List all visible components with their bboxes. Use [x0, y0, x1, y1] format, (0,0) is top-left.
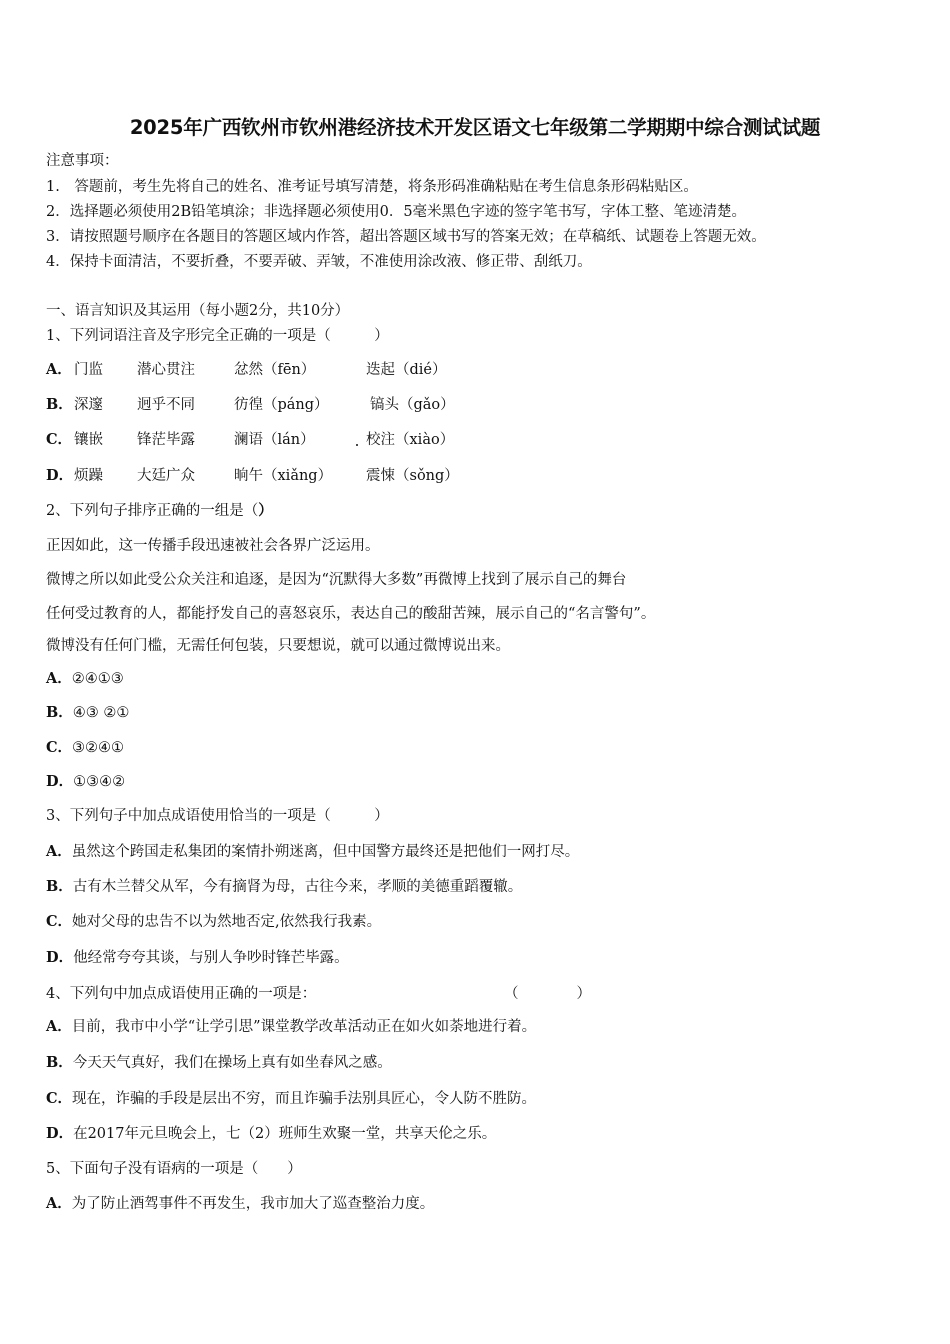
question-1-stem: 1、下列词语注音及字形完全正确的一项是（ ） — [46, 328, 389, 344]
option-label: A． — [46, 1018, 72, 1035]
question-4-stem — [46, 984, 646, 1004]
option-text: 现在，诈骗的手段是层出不穷，而且诈骗手法别具匠心，令人防不胜防。 — [72, 1091, 537, 1107]
q1-option-a — [46, 360, 646, 380]
q4-option-d — [46, 1124, 496, 1144]
notice-item: 1. 答题前，考生先将自己的姓名、准考证号填写清楚，将条形码准确粘贴在考生信息条形码粘贴区。 — [46, 179, 698, 195]
option-text: ①③④② — [73, 774, 126, 790]
q5-option-a — [46, 1194, 434, 1214]
option-text: ④③ ②① — [72, 705, 130, 721]
option-label: A． — [46, 361, 72, 378]
q3-option-b — [46, 877, 522, 897]
option-text: 她对父母的忠告不以为然地否定,依然我行我素。 — [72, 914, 382, 930]
q1-option-b — [46, 395, 646, 415]
option-word: 迭起（dié） — [366, 362, 447, 378]
option-label: B． — [46, 396, 73, 413]
question-2-stem-text: 2、下列句子排序正确的一组是（ — [46, 503, 259, 519]
question-5-stem: 5、下面句子没有语病的一项是（ ） — [46, 1161, 302, 1177]
q2-sentence: 任何受过教育的人，都能抒发自己的喜怒哀乐，表达自己的酸甜苦辣，展示自己的“名言警句”。 — [46, 606, 656, 622]
option-label: C． — [46, 913, 73, 930]
option-text: 今天天气真好，我们在操场上真有如坐春风之感。 — [72, 1055, 392, 1071]
q4-option-b — [46, 1053, 392, 1073]
option-word: 大廷广众 — [137, 468, 195, 484]
option-word: 震悚（sǒng） — [366, 468, 459, 484]
option-word: 深邃 — [74, 397, 103, 413]
q1-option-d — [46, 466, 646, 486]
option-text: 他经常夸夸其谈，与别人争吵时锋芒毕露。 — [73, 950, 349, 966]
q2-option-d — [46, 772, 125, 792]
q2-sentence: 正因如此，这一传播手段迅速被社会各界广泛运用。 — [46, 538, 380, 554]
option-label: B． — [46, 704, 73, 721]
option-label: B． — [46, 1054, 73, 1071]
option-label: C． — [46, 431, 73, 448]
option-word: 烦躁 — [74, 468, 103, 484]
option-word: 晌午（xiǎng） — [234, 468, 333, 484]
page-title: 2025年广西钦州市钦州港经济技术开发区语文七年级第二学期期中综合测试试题 — [129, 116, 821, 139]
q4-option-a — [46, 1017, 536, 1037]
q3-option-a — [46, 842, 579, 862]
emphasis-dot — [356, 444, 358, 446]
option-text: ③②④① — [72, 740, 125, 756]
option-word: 忿然（fēn） — [234, 362, 316, 378]
q4-option-c — [46, 1089, 536, 1109]
question-2-stem — [46, 501, 273, 521]
option-word: 澜语（lán） — [234, 432, 315, 448]
option-word: 迥乎不同 — [137, 397, 195, 413]
option-label: D． — [46, 467, 74, 484]
option-label: D． — [46, 773, 74, 790]
option-label: B． — [46, 878, 73, 895]
option-text: 古有木兰替父从军，今有摘肾为母，古往今来，孝顺的美德重蹈覆辙。 — [72, 879, 523, 895]
option-label: A． — [46, 843, 72, 860]
option-label: A． — [46, 670, 72, 687]
q1-option-c — [46, 430, 646, 450]
option-word: 门监 — [74, 362, 103, 378]
q2-option-c — [46, 738, 124, 758]
section-heading: 一、语言知识及其运用（每小题2分，共10分） — [46, 303, 350, 319]
option-word: 镐头（gǎo） — [370, 397, 455, 413]
option-text: 为了防止酒驾事件不再发生，我市加大了巡查整治力度。 — [71, 1196, 435, 1212]
q2-sentence: 微博之所以如此受公众关注和追逐，是因为“沉默得大多数”再微博上找到了展示自己的舞台 — [46, 572, 627, 588]
option-label: C． — [46, 739, 73, 756]
option-label: A． — [46, 1195, 72, 1212]
question-3-stem: 3、下列句子中加点成语使用恰当的一项是（ ） — [46, 808, 389, 824]
q2-option-b — [46, 703, 129, 723]
question-4-stem-text: 4、下列句中加点成语使用正确的一项是： — [46, 986, 317, 1002]
option-text: 虽然这个跨国走私集团的案情扑朔迷离，但中国警方最终还是把他们一网打尽。 — [71, 844, 580, 860]
notice-item: 2．选择题必须使用2B铅笔填涂；非选择题必须使用0．5毫米黑色字迹的签字笔书写，字体工整、笔迹清楚。 — [46, 204, 747, 220]
option-label: D． — [46, 949, 74, 966]
option-word: 校注（xiào） — [366, 432, 455, 448]
q3-option-d — [46, 948, 349, 968]
option-text: ②④①③ — [71, 671, 124, 687]
q3-option-c — [46, 912, 381, 932]
option-word: 锋茫毕露 — [137, 432, 195, 448]
notice-heading: 注意事项： — [46, 153, 119, 169]
option-label: D． — [46, 1125, 74, 1142]
option-label: C． — [46, 1090, 73, 1107]
option-text: 在2017年元旦晚会上，七（2）班师生欢聚一堂，共享天伦之乐。 — [73, 1126, 497, 1142]
notice-item: 4．保持卡面清洁，不要折叠，不要弄破、弄皱，不准使用涂改液、修正带、刮纸刀。 — [46, 254, 592, 270]
q2-option-a — [46, 669, 124, 689]
option-word: 潜心贯注 — [137, 362, 195, 378]
option-text: 目前，我市中小学“让学引思”课堂教学改革活动正在如火如荼地进行着。 — [71, 1019, 537, 1035]
question-2-stem-close: ） — [258, 502, 273, 519]
notice-item: 3．请按照题号顺序在各题目的答题区域内作答，超出答题区域书写的答案无效；在草稿纸、试题卷上答题无效。 — [46, 229, 766, 245]
q2-sentence: 微博没有任何门槛，无需任何包装，只要想说，就可以通过微博说出来。 — [46, 638, 510, 654]
answer-paren: （ ） — [504, 986, 591, 1002]
option-word: 彷徨（páng） — [234, 397, 329, 413]
option-word: 镶嵌 — [74, 432, 103, 448]
